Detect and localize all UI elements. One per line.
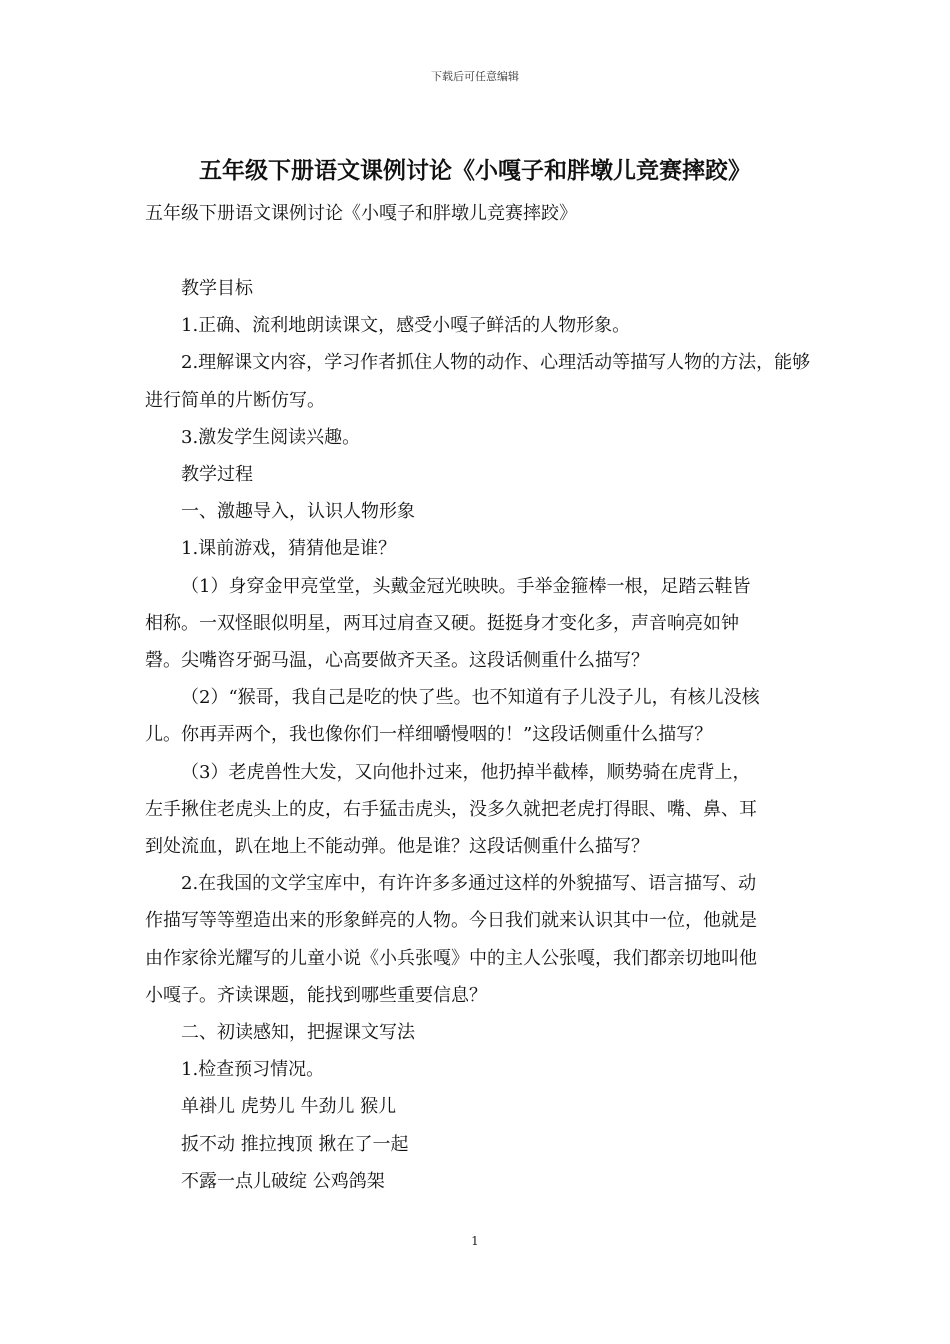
objective-3: 3.激发学生阅读兴趣。 <box>181 426 361 448</box>
document-subtitle: 五年级下册语文课例讨论《小嘎子和胖墩儿竞赛摔跤》 <box>145 203 577 224</box>
vocab-line-1: 单褂儿 虎势儿 牛劲儿 猴儿 <box>181 1096 397 1118</box>
objective-1: 1.正确、流利地朗读课文，感受小嘎子鲜活的人物形象。 <box>181 315 631 337</box>
document-title: 五年级下册语文课例讨论《小嘎子和胖墩儿竞赛摔跤》 <box>199 157 751 184</box>
vocab-line-2: 扳不动 推拉拽顶 揪在了一起 <box>181 1133 409 1155</box>
section-heading-process: 教学过程 <box>181 464 253 486</box>
riddle-3: （3）老虎兽性大发，又向他扑过来，他扔掉半截棒，顺势骑在虎背上，左手揪住老虎头上的皮，右手猛击虎头，没多久就把老虎打得眼、嘴、鼻、耳到处流血，趴在地上不能动弹。他是谁？这段话侧重什么描写？ <box>145 761 757 858</box>
vocab-line-3: 不露一点儿破绽 公鸡鸽架 <box>181 1170 385 1192</box>
riddle-2: （2）“猴哥，我自己是吃的快了些。也不知道有子儿没子儿，有核儿没核儿。你再弄两个，我也像你们一样细嚼慢咽的！”这段话侧重什么描写？ <box>145 687 760 746</box>
objective-2: 2.理解课文内容，学习作者抓住人物的动作、心理活动等描写人物的方法，能够进行简单的片断仿写。 <box>145 352 811 411</box>
step-heading-2: 二、初读感知，把握课文写法 <box>181 1022 415 1044</box>
page-header: 下载后可任意编辑 <box>431 70 519 83</box>
step-2-item-1: 1.检查预习情况。 <box>181 1059 325 1081</box>
page-number: 1 <box>471 1234 479 1248</box>
step-1-item-1: 1.课前游戏，猜猜他是谁？ <box>181 538 397 560</box>
riddle-1: （1）身穿金甲亮堂堂，头戴金冠光映映。手举金箍棒一根，足踏云鞋皆相称。一双怪眼似明星，两耳过肩查又硬。挺挺身才变化多，声音响亮如钟磬。尖嘴咨牙弼马温，心高要做齐天圣。这段话侧重什么描写？ <box>145 575 751 672</box>
document-body <box>145 270 815 1200</box>
step-heading-1: 一、激趣导入，认识人物形象 <box>181 501 415 523</box>
step-1-item-2: 2.在我国的文学宝库中，有许许多多通过这样的外貌描写、语言描写、动作描写等等塑造出来的形象鲜亮的人物。今日我们就来认识其中一位，他就是由作家徐光耀写的儿童小说《小兵张嘎》中的主人公张嘎，我们都亲切地叫他小嘎子。齐读课题，能找到哪些重要信息？ <box>145 873 757 1006</box>
section-heading-objectives: 教学目标 <box>181 278 253 299</box>
